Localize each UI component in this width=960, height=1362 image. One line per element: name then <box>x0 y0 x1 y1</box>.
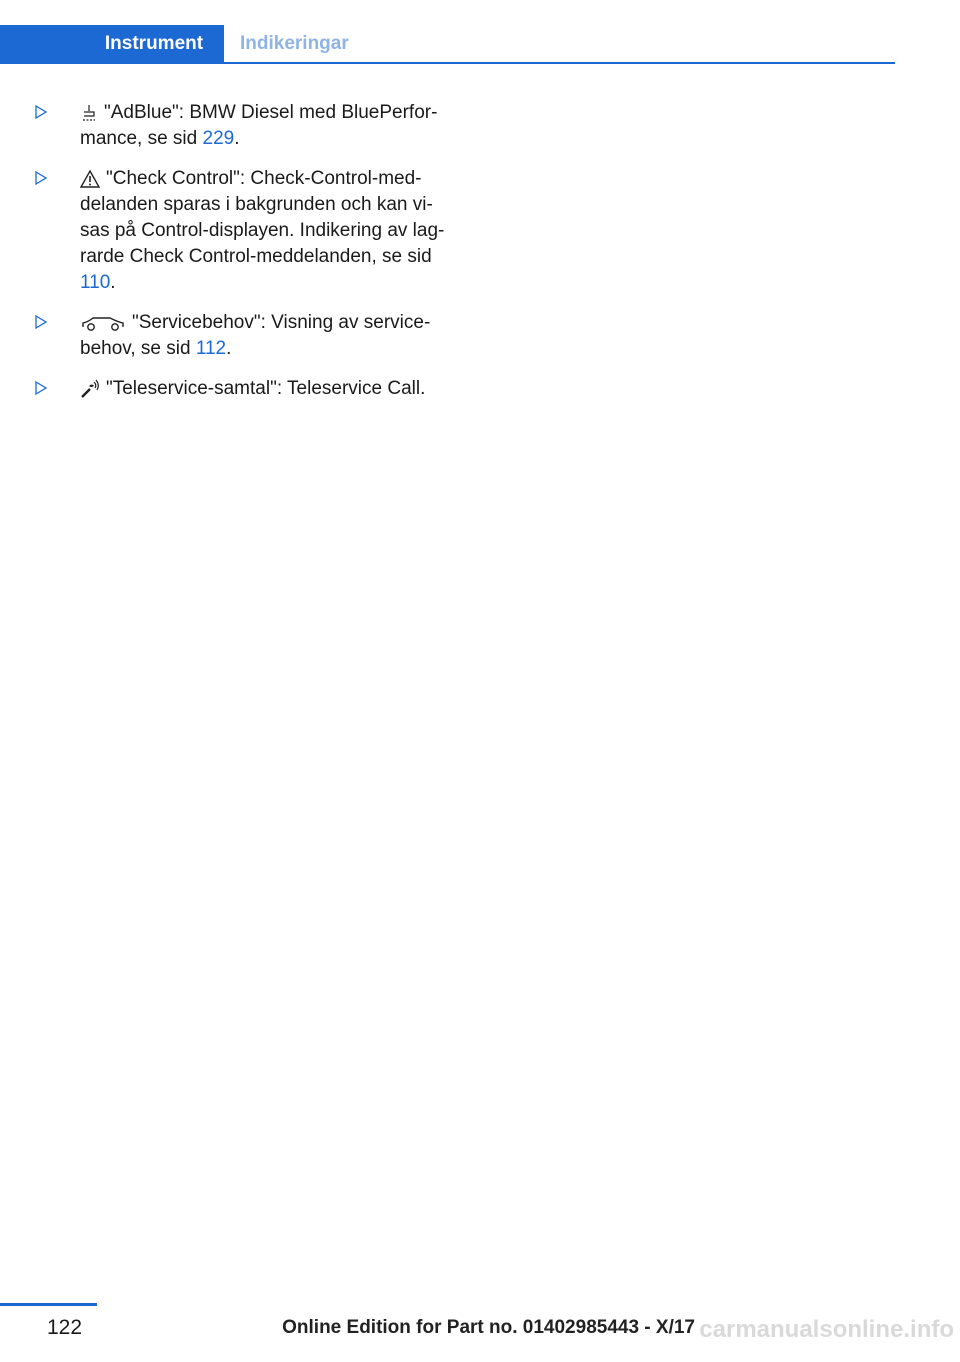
footer-rule <box>0 1303 97 1306</box>
car-service-icon <box>80 313 126 333</box>
watermark: carmanualsonline.info <box>699 1316 954 1343</box>
tab-indikeringar[interactable]: Indikeringar <box>240 33 349 54</box>
list-item-adblue <box>34 100 454 152</box>
bullet-triangle-icon <box>34 102 48 122</box>
wrench-call-icon <box>80 379 100 399</box>
adblue-icon <box>80 103 98 123</box>
list-item-teleservice <box>34 376 454 402</box>
list-item-check-control <box>34 166 454 296</box>
item-text-end: . <box>110 272 116 293</box>
header-bar <box>0 25 895 64</box>
page-number: 122 <box>47 1316 83 1339</box>
item-text-end: . <box>226 338 232 359</box>
warning-triangle-icon <box>80 169 100 189</box>
item-text: "Teleservice-samtal": Teleservice Call. <box>106 378 426 399</box>
list-item-servicebehov <box>34 310 454 362</box>
item-text-end: . <box>234 128 240 149</box>
header-accent-block <box>0 25 84 62</box>
tab-instrument[interactable]: Instrument <box>84 25 224 62</box>
item-text: "AdBlue": BMW Diesel med BluePerfor-mance, se sid <box>80 102 438 149</box>
bullet-triangle-icon <box>34 312 48 332</box>
indicator-list <box>34 100 454 416</box>
bullet-triangle-icon <box>34 378 48 398</box>
item-text: "Servicebehov": Visning av service-behov, se sid <box>80 312 431 359</box>
edition-note: Online Edition for Part no. 01402985443 - X/17 <box>282 1317 695 1338</box>
item-text: "Check Control": Check-Control-med-delanden sparas i bakgrunden och kan vi-sas på Control-displayen. Indikering av lag-rarde Check Control-meddelanden, se sid <box>80 168 445 267</box>
bullet-triangle-icon <box>34 168 48 188</box>
page-link[interactable]: 110 <box>80 272 111 293</box>
page-link[interactable]: 112 <box>195 338 227 359</box>
page-link[interactable]: 229 <box>202 128 235 149</box>
